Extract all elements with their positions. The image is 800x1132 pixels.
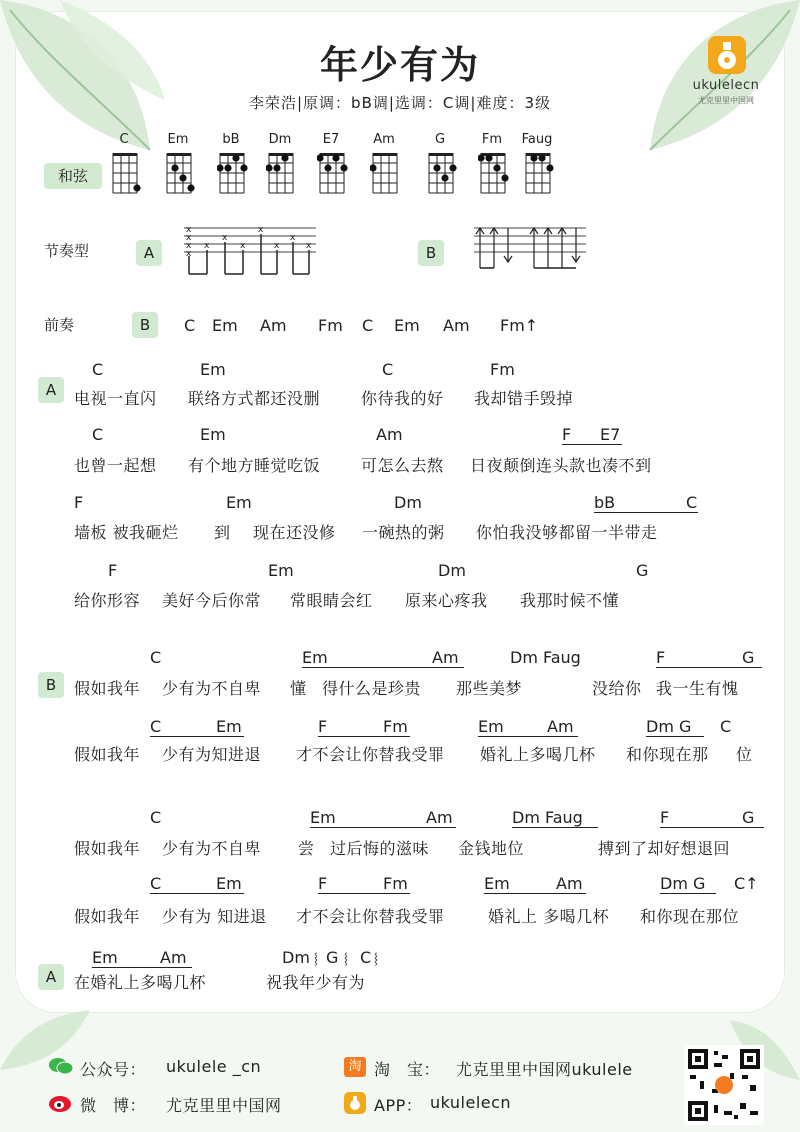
chord-label: Fm [383,874,408,893]
chord-label: Em [92,948,192,968]
svg-text:x: x [186,225,192,235]
chord-label: Em [268,561,294,580]
chord-label: G [742,648,755,667]
chord-diagram-name: G [434,132,446,147]
lyric: 常眼睛会红 [290,591,373,610]
lyric: 婚礼上多喝几杯 [480,745,596,764]
intro-section-badge: B [132,312,158,338]
chord-label: C [686,493,698,512]
lyric: 假如我年 [74,745,141,764]
svg-text:x: x [186,241,192,251]
intro-chord: C [362,316,374,335]
arpeggio-icon: ⸾ [374,952,378,965]
weibo-label: 微 博： [80,1096,147,1115]
svg-text:x: x [258,225,264,235]
lyric-line [0,453,800,475]
chord-label: Am [376,425,403,444]
wechat-icon [48,1055,74,1077]
lyric: 日夜颠倒连头款也凑不到 [470,456,652,475]
chorus-chord-row [0,717,800,737]
lyric: 祝我年少有为 [266,973,366,992]
rhythm-b-badge: B [418,240,444,266]
chorus-section-badge: B [38,672,64,698]
lyric: 我一生有愧 [656,679,739,698]
logo-name: ukulelecn [692,78,760,93]
chord-label: bB [594,493,698,513]
chord-label: Dm [438,561,466,580]
chord-label: Dm [282,948,310,967]
chord-label: E7 [600,425,621,444]
chord-label: Fm [383,717,408,736]
lyric-line [0,520,800,542]
lyric: 没给你 [592,679,642,698]
svg-text:x: x [240,241,246,251]
chord-label: C [360,948,372,967]
lyric: 我却错手毁掉 [474,389,574,408]
lyric: 和你现在那位 [640,907,740,926]
lyric-line [0,742,800,764]
chord-diagram-name: bB [222,132,240,147]
chord-label: Dm Faug [510,648,581,667]
qr-code-icon [684,1045,764,1125]
lyric: 少有为 知进退 [162,907,267,926]
ukulele-logo-icon [708,36,746,74]
wechat-label: 公众号： [80,1060,147,1079]
svg-text:x: x [186,233,192,243]
chorus-chord-row [0,808,800,828]
chord-label: C [150,648,162,667]
chord-label: F [318,874,410,894]
arpeggio-icon: ⸾ [344,952,348,965]
lyric: 和你现在那 [626,745,709,764]
chord-label: G [742,808,755,827]
chord-diagram-name: E7 [322,132,340,147]
arpeggio-icon: ⸾ [314,952,318,965]
chord-label: Em [200,425,226,444]
chord-diagram-c [110,150,142,196]
chord-diagram-am [370,150,402,196]
lyric-line [0,970,800,992]
intro-chord: Am [260,316,287,335]
verse-chord-row [0,493,800,513]
chord-label: Em [226,493,252,512]
lyric: 现在还没修 [253,523,336,542]
lyric: 可怎么去熬 [361,456,444,475]
chord-label: F [318,717,410,737]
chord-label: Am [160,948,187,967]
lyric: 懂 [290,679,307,698]
lyric-line [0,676,800,698]
song-subtitle: 李荣浩|原调：bB调|选调：C调|难度：3级 [249,94,551,112]
lyric: 搏到了却好想退回 [598,839,731,858]
lyric: 墙板 被我砸烂 [74,523,179,542]
verse-chord-row [0,425,800,445]
lyric: 一碗热的粥 [362,523,445,542]
chords-label: 和弦 [44,163,102,189]
lyric-line [0,836,800,858]
chord-diagram-name: Faug [521,132,553,147]
lyric: 少有为不自卑 [162,679,262,698]
intro-chord: Am [443,316,470,335]
chord-label: C [150,808,162,827]
lyric-line [0,386,800,408]
lyric: 原来心疼我 [405,591,488,610]
intro-label: 前奏 [44,316,75,334]
lyric: 少有为不自卑 [162,839,262,858]
chord-diagram-em [164,150,196,196]
intro-chord: Fm↑ [500,316,539,335]
lyric: 电视一直闪 [74,389,157,408]
chord-diagram-e7 [317,150,349,196]
wechat-value: ukulele _cn [166,1057,262,1076]
lyric: 在婚礼上多喝几杯 [74,973,207,992]
chord-label: C [150,717,244,737]
intro-chord: Em [394,316,420,335]
lyric: 给你形容 [74,591,141,610]
chorus-chord-row [0,648,800,668]
chord-label: Am [426,808,453,827]
chord-diagram-name: Em [167,132,189,147]
taobao-icon: 淘 [344,1057,366,1077]
weibo-icon [48,1091,74,1113]
chord-label: Am [432,648,459,667]
chord-label: C [150,874,244,894]
outro-section-badge: A [38,964,64,990]
lyric: 假如我年 [74,907,141,926]
chord-label: G [326,948,339,967]
svg-text:x: x [274,241,280,251]
lyric: 你待我的好 [361,389,444,408]
lyric: 婚礼上 多喝几杯 [488,907,610,926]
lyric: 假如我年 [74,839,141,858]
lyric: 才不会让你替我受罪 [296,907,445,926]
chord-label: Em [216,874,242,893]
chord-diagram-fm [478,150,510,196]
chord-label: C↑ [734,874,759,893]
chord-label: Am [547,717,574,736]
lyric-line [0,588,800,610]
chord-label: Em [200,360,226,379]
lyric: 有个地方睡觉吃饭 [188,456,321,475]
chord-label: Em [478,717,578,737]
chord-label: Em [310,808,456,828]
weibo-value: 尤克里里中国网 [166,1096,282,1115]
lyric: 尝 [298,839,315,858]
intro-chord: C [184,316,196,335]
verse-chord-row [0,360,800,380]
intro-chord: Fm [318,316,343,335]
chord-label: Em [484,874,586,894]
chord-label: G [636,561,649,580]
lyric: 联络方式都还没删 [188,389,321,408]
lyric: 位 [736,745,753,764]
chord-label: F [656,648,762,668]
app-label: APP： [374,1096,423,1115]
song-title: 年少有为 [319,43,480,87]
chord-label: Dm G [660,874,716,894]
chord-label: Em [216,717,242,736]
chord-label: Dm Faug [512,808,598,828]
intro-chord: Em [212,316,238,335]
lyric: 到 [214,523,231,542]
chord-label: Am [556,874,583,893]
rhythm-pattern-b [470,222,590,278]
lyric: 也曾一起想 [74,456,157,475]
lyric: 假如我年 [74,679,141,698]
svg-text:x: x [290,233,296,243]
svg-text:x: x [222,233,228,243]
lyric: 你怕我没够都留一半带走 [476,523,658,542]
chord-label: F [660,808,764,828]
app-value: ukulelecn [430,1093,512,1112]
chord-diagram-dm [266,150,298,196]
chorus-chord-row [0,874,800,894]
rhythm-a-badge: A [136,240,162,266]
chord-label: C [92,360,104,379]
footer [0,1035,800,1132]
lyric: 美好今后你常 [162,591,262,610]
rhythm-pattern-a [180,222,320,278]
chord-diagram-faug [523,150,555,196]
lyric: 金钱地位 [458,839,525,858]
logo-tagline: 尤克里里中国网 [698,96,754,105]
intro-chords [0,316,800,336]
app-icon [344,1092,366,1114]
svg-text:x: x [204,241,210,251]
chord-label: Dm G [646,717,704,737]
chord-diagram-name: C [119,132,129,147]
chord-label: C [382,360,394,379]
lyric: 过后悔的滋味 [330,839,430,858]
lyric: 那些美梦 [456,679,523,698]
lyric-line [0,904,800,926]
chord-label: Em [302,648,464,668]
lyric: 我那时候不懂 [520,591,620,610]
chord-label: Dm [394,493,422,512]
chord-label: F [108,561,118,580]
chord-label: F [562,425,622,445]
taobao-label: 淘 宝： [374,1060,441,1079]
outro-chord-row [0,948,800,968]
lyric: 才不会让你替我受罪 [296,745,445,764]
taobao-value: 尤克里里中国网ukulele [456,1060,633,1079]
chord-label: Fm [490,360,515,379]
chord-diagram-g [426,150,458,196]
verse-section-badge: A [38,377,64,403]
svg-text:x: x [306,241,312,251]
lyric: 得什么是珍贵 [322,679,422,698]
verse-chord-row [0,561,800,581]
chord-diagram-name: Dm [268,132,292,147]
chord-diagram-name: Fm [481,132,503,147]
chord-label: C [92,425,104,444]
lyric: 少有为知进退 [162,745,262,764]
svg-text:x: x [186,249,192,259]
chord-diagram-bb [217,150,249,196]
chord-diagram-name: Am [373,132,395,147]
chord-label: F [74,493,84,512]
chord-label: C [720,717,732,736]
rhythm-label: 节奏型 [44,242,90,260]
